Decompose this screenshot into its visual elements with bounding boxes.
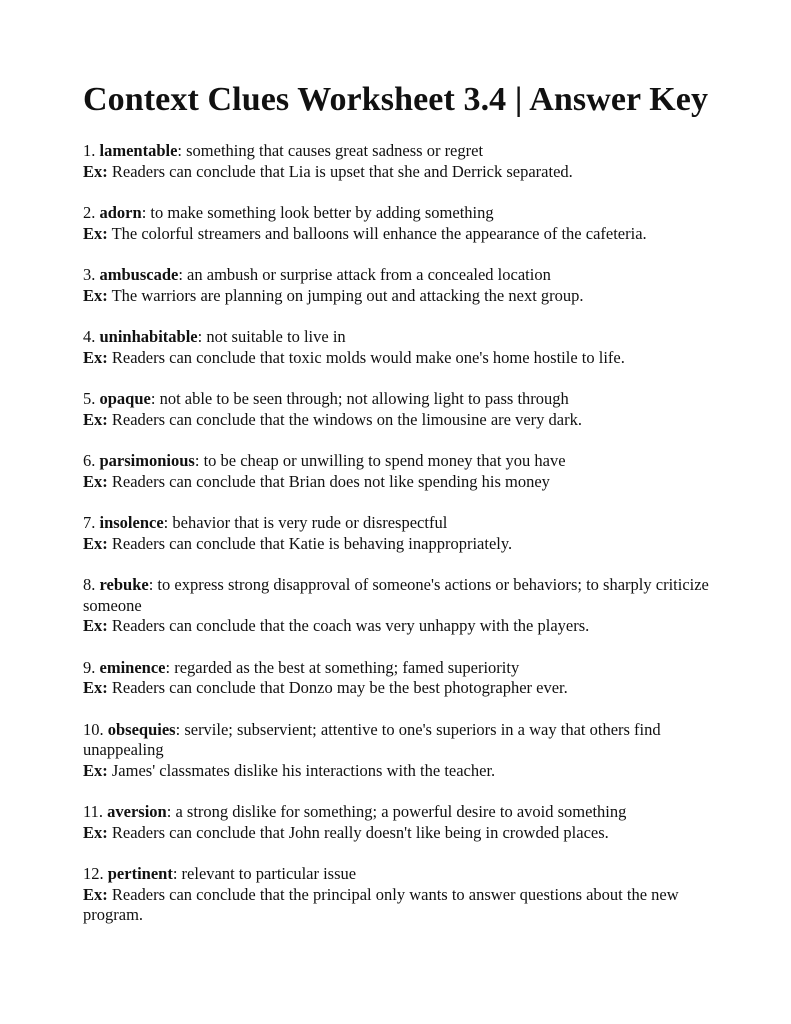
answer-list xyxy=(83,141,721,926)
example-text: James' classmates dislike his interactions with the teacher. xyxy=(107,760,496,780)
answer-entry xyxy=(83,802,721,843)
definition-line xyxy=(83,265,721,286)
vocabulary-term: ambuscade xyxy=(99,265,179,284)
definition-line xyxy=(83,141,721,162)
example-line xyxy=(83,224,721,245)
vocabulary-term: obsequies xyxy=(107,719,176,739)
example-text: The colorful streamers and balloons will enhance the appearance of the cafeteria. xyxy=(107,223,647,243)
entry-number: 10. xyxy=(83,719,104,739)
example-text: Readers can conclude that toxic molds would make one's home hostile to life. xyxy=(107,347,625,367)
example-label: Ex: xyxy=(83,678,108,697)
vocabulary-term: eminence xyxy=(99,657,166,677)
definition-text: : an ambush or surprise attack from a concealed location xyxy=(178,265,551,284)
example-text: Readers can conclude that Katie is behaving inappropriately. xyxy=(107,533,513,553)
definition-text: : a strong dislike for something; a powerful desire to avoid something xyxy=(166,802,627,821)
definition-text: : regarded as the best at something; famed superiority xyxy=(165,657,520,677)
entry-number: 3. xyxy=(83,265,96,284)
vocabulary-term: adorn xyxy=(99,203,142,222)
answer-entry xyxy=(83,864,721,926)
example-text: Readers can conclude that the windows on the limousine are very dark. xyxy=(107,409,582,429)
entry-number: 6. xyxy=(83,451,96,470)
entry-number: 7. xyxy=(83,513,96,532)
answer-entry xyxy=(83,265,721,306)
example-line xyxy=(83,472,721,493)
definition-line xyxy=(83,802,721,823)
definition-line xyxy=(83,327,721,348)
definition-text: : relevant to particular issue xyxy=(172,864,357,883)
example-label: Ex: xyxy=(83,223,108,243)
answer-entry xyxy=(83,513,721,554)
entry-number: 4. xyxy=(83,327,96,346)
definition-text: : to make something look better by adding something xyxy=(141,203,494,222)
example-text: Readers can conclude that Lia is upset that she and Derrick separated. xyxy=(107,161,573,181)
definition-text: : not able to be seen through; not allowing light to pass through xyxy=(150,389,569,408)
example-label: Ex: xyxy=(83,161,108,181)
definition-line xyxy=(83,513,721,534)
answer-entry xyxy=(83,327,721,368)
definition-text: : not suitable to live in xyxy=(197,327,346,346)
definition-line xyxy=(83,864,721,885)
example-text: Readers can conclude that the principal only wants to answer questions about the new program. xyxy=(83,884,679,924)
example-line xyxy=(83,823,721,844)
vocabulary-term: lamentable xyxy=(99,141,178,160)
vocabulary-term: insolence xyxy=(99,513,164,532)
example-text: Readers can conclude that Donzo may be the best photographer ever. xyxy=(107,678,568,697)
example-label: Ex: xyxy=(83,533,108,553)
example-line xyxy=(83,410,721,431)
entry-number: 9. xyxy=(83,657,96,677)
definition-line xyxy=(83,658,721,679)
definition-text: : to express strong disapproval of someone's actions or behaviors; to sharply criticize someone xyxy=(83,575,709,615)
answer-entry xyxy=(83,203,721,244)
vocabulary-term: pertinent xyxy=(107,864,173,883)
example-label: Ex: xyxy=(83,884,108,904)
definition-line xyxy=(83,389,721,410)
example-label: Ex: xyxy=(83,471,108,491)
definition-text: : behavior that is very rude or disrespectful xyxy=(163,513,448,532)
definition-line xyxy=(83,203,721,224)
entry-number: 5. xyxy=(83,389,96,408)
answer-entry xyxy=(83,451,721,492)
example-label: Ex: xyxy=(83,409,108,429)
vocabulary-term: parsimonious xyxy=(99,451,195,470)
example-text: Readers can conclude that the coach was very unhappy with the players. xyxy=(107,616,590,635)
entry-number: 11. xyxy=(83,802,104,821)
example-line xyxy=(83,286,721,307)
example-line xyxy=(83,162,721,183)
example-label: Ex: xyxy=(83,616,108,635)
example-line xyxy=(83,616,721,637)
example-line xyxy=(83,885,721,926)
answer-entry xyxy=(83,141,721,182)
example-label: Ex: xyxy=(83,285,108,305)
example-line xyxy=(83,678,721,699)
entry-number: 2. xyxy=(83,203,96,222)
definition-line xyxy=(83,575,721,616)
example-text: The warriors are planning on jumping out and attacking the next group. xyxy=(107,285,584,305)
example-text: Readers can conclude that John really doesn't like being in crowded places. xyxy=(107,822,609,842)
answer-entry xyxy=(83,389,721,430)
example-label: Ex: xyxy=(83,347,108,367)
example-line xyxy=(83,348,721,369)
definition-line xyxy=(83,451,721,472)
entry-number: 8. xyxy=(83,575,96,594)
entry-number: 1. xyxy=(83,141,96,160)
definition-text: : servile; subservient; attentive to one's superiors in a way that others find unappealing xyxy=(83,719,661,759)
example-line xyxy=(83,761,721,782)
page-title: Context Clues Worksheet 3.4 | Answer Key xyxy=(83,81,709,118)
vocabulary-term: rebuke xyxy=(99,575,149,594)
definition-line xyxy=(83,720,721,761)
answer-entry xyxy=(83,575,721,637)
example-label: Ex: xyxy=(83,760,108,780)
definition-text: : to be cheap or unwilling to spend money that you have xyxy=(194,451,566,470)
definition-text: : something that causes great sadness or regret xyxy=(177,141,484,160)
example-line xyxy=(83,534,721,555)
entry-number: 12. xyxy=(83,864,104,883)
example-text: Readers can conclude that Brian does not like spending his money xyxy=(107,471,550,491)
vocabulary-term: uninhabitable xyxy=(99,327,198,346)
answer-entry xyxy=(83,658,721,699)
vocabulary-term: opaque xyxy=(99,389,151,408)
answer-entry xyxy=(83,720,721,782)
vocabulary-term: aversion xyxy=(107,802,167,821)
example-label: Ex: xyxy=(83,822,108,842)
